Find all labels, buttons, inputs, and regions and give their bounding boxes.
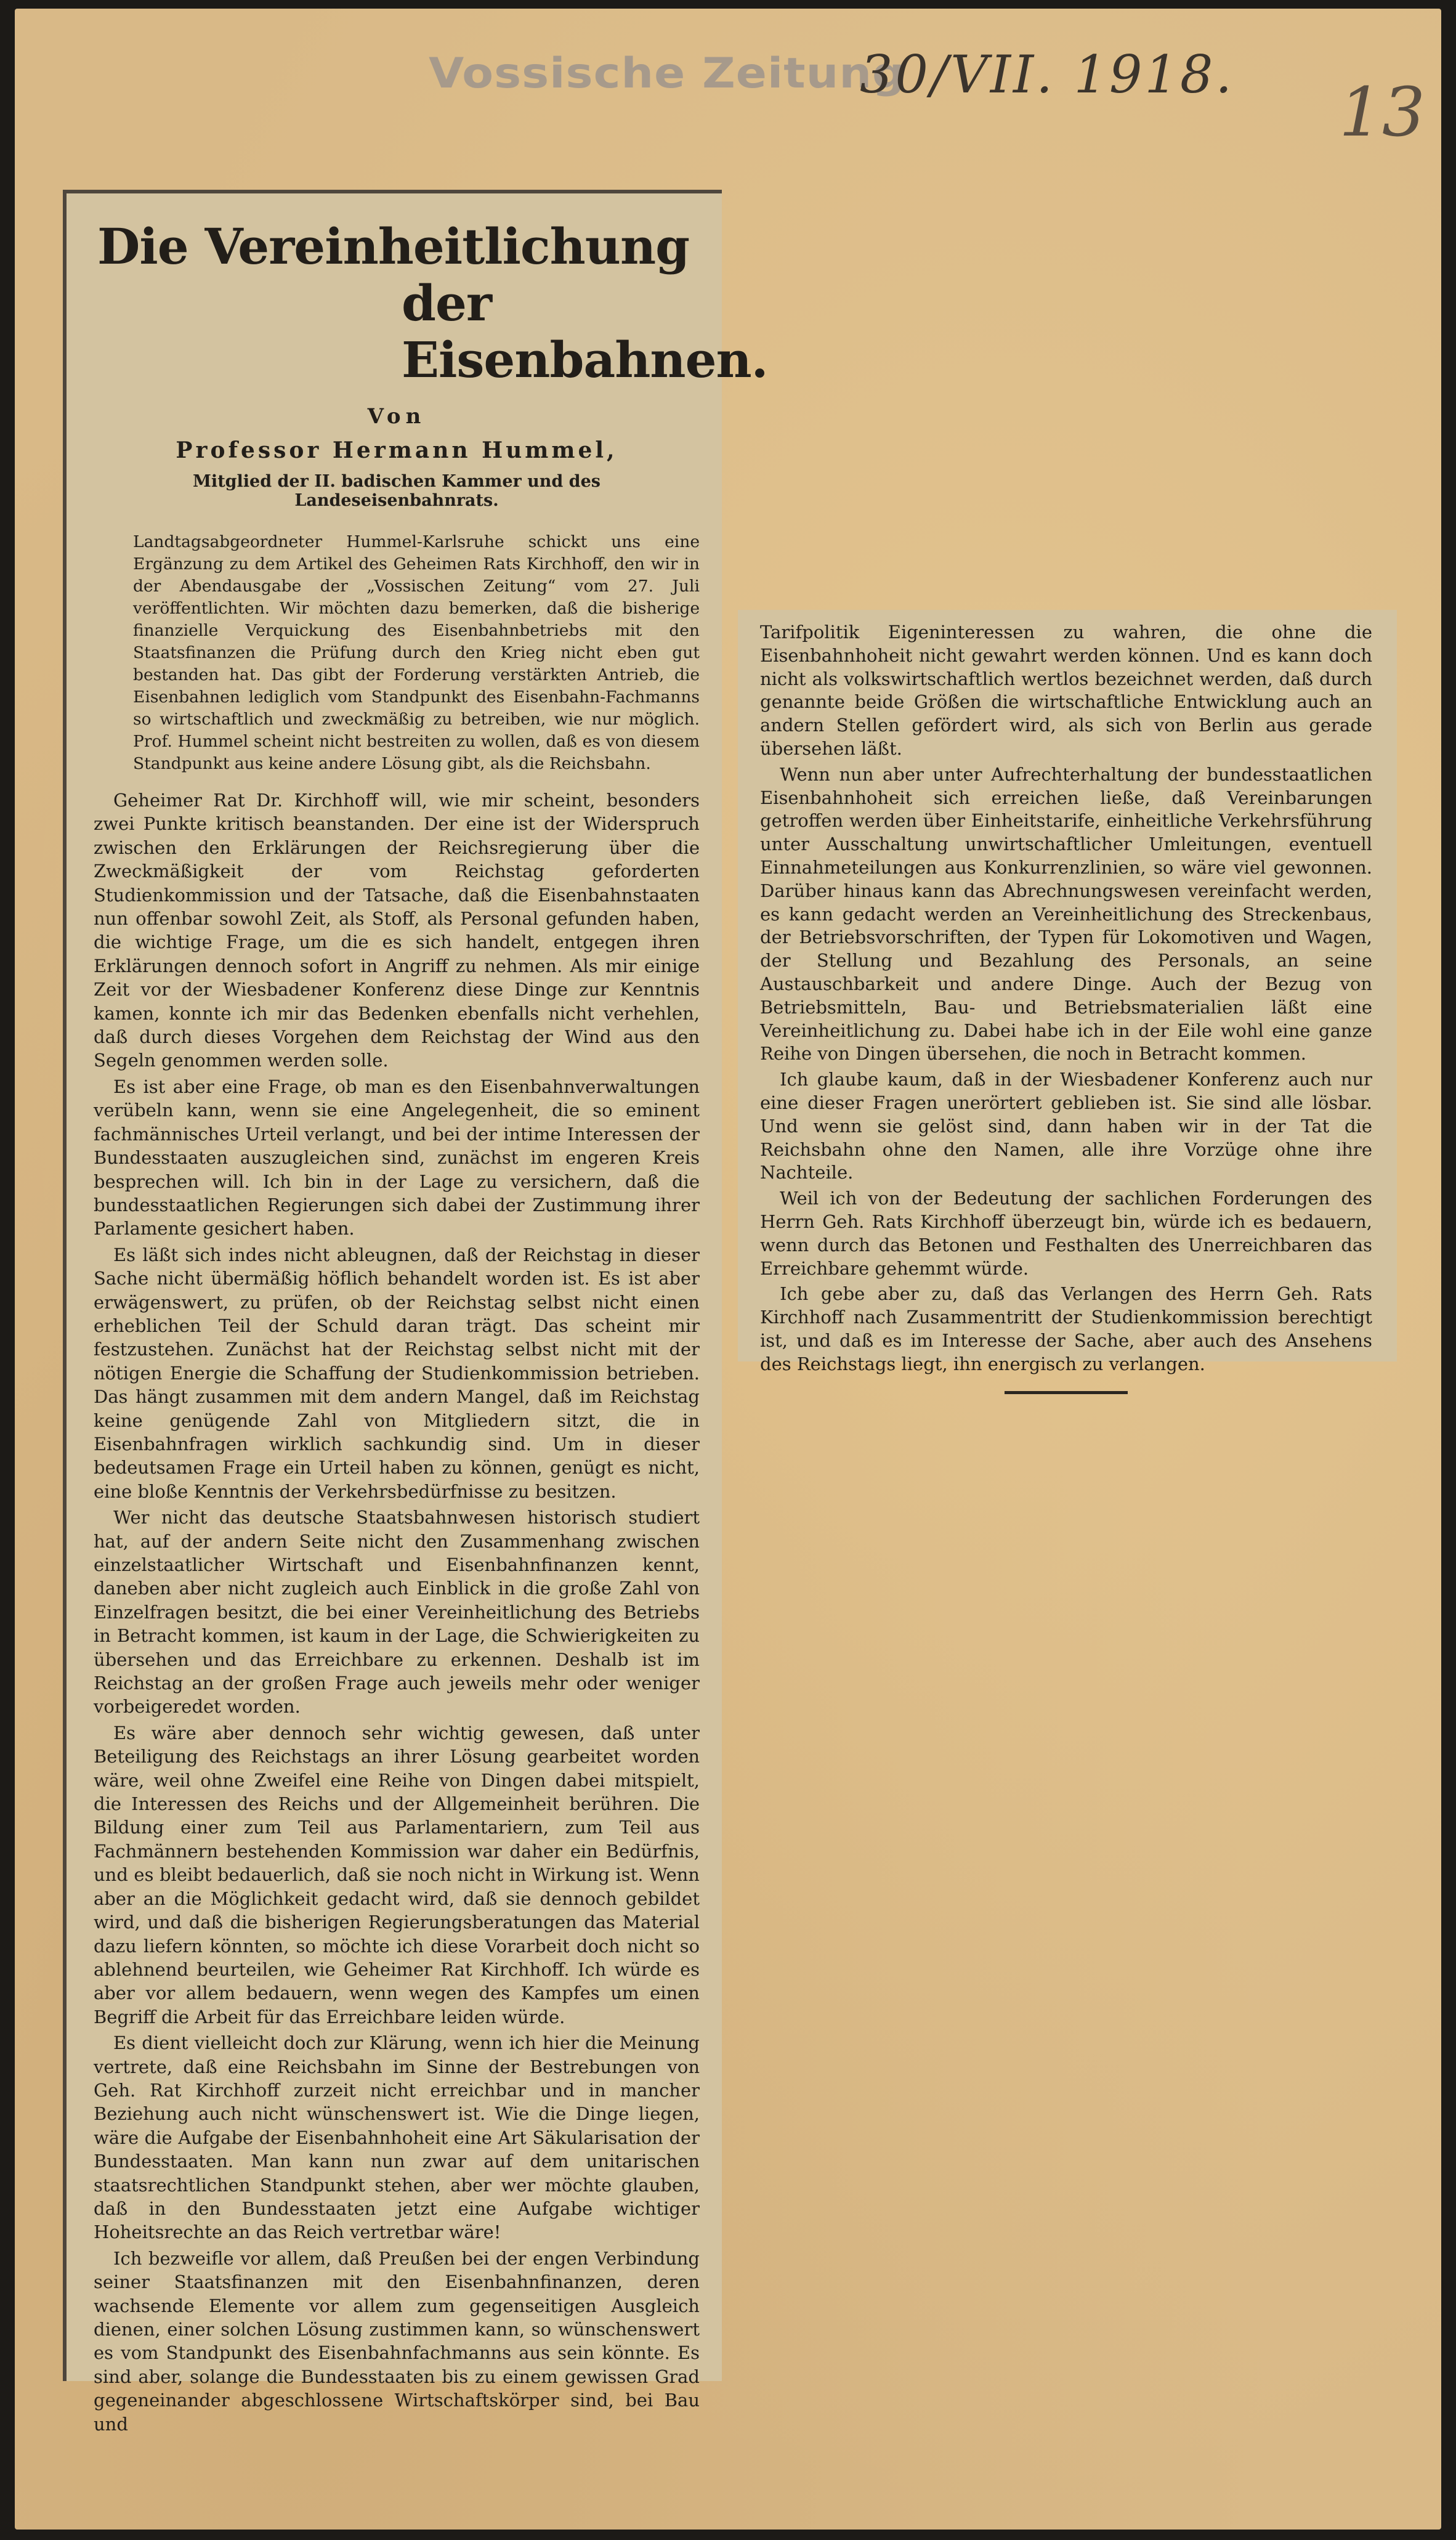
paragraph: Ich gebe aber zu, daß das Verlangen des Herrn Geh. Rats Kirchhoff nach Zusammentritt der Studienkommission berechtigt ist, und daß es im Interesse der Sache, aber auch des Ansehens des Reichstags liegt, ihn energisch zu verlangen. [760, 1283, 1372, 1374]
paragraph: Weil ich von der Bedeutung der sachlichen Forderungen des Herrn Geh. Rats Kirchhoff überzeugt bin, würde ich es bedauern, wenn durch das Betonen und Festhalten des Unerreichbaren das Erreichbare gehemmt würde. [760, 1188, 1372, 1279]
article-title-line2: der Eisenbahnen. [402, 274, 768, 389]
paragraph: Ich bezweifle vor allem, daß Preußen bei der engen Verbindung seiner Staatsfinanzen mit den Eisenbahnfinanzen, deren wachsende Elemente vor allem zum gegenseitigen Ausgleich dienen, einer solchen Lösung zustimmen kann, so wünschenswert es vom Standpunkt des Eisenbahnfachmanns aus sein könnte. Es sind aber, solange die Bundesstaaten bis zu einem gewissen Grad gegeneinander abgeschlossene Wirtschaftskörper sind, bei Bau und [94, 2247, 700, 2435]
handwritten-date: 30/VII. 1918. [860, 44, 1235, 105]
paragraph: Es ist aber eine Frage, ob man es den Eisenbahnverwaltungen verübeln kann, wenn sie eine Angelegenheit, die so eminent fachmännisches Urteil verlangt, und bei der intime Interessen der Bundesstaaten auszugleichen sind, zunächst im engeren Kreis besprechen will. Ich bin in der Lage zu versichern, daß die bundesstaatlichen Regierungen sich dabei der Zustimmung ihrer Parlamente gesichert haben. [94, 1076, 700, 1240]
editorial-intro: Landtagsabgeordneter Hummel-Karlsruhe schickt uns eine Ergänzung zu dem Artikel des Geheimen Rats Kirchhoff, den wir in der Abendausgabe der „Vossischen Zeitung“ vom 27. Juli veröffentlichten. Wir möchten dazu bemerken, daß die bisherige finanzielle Verquickung des Eisenbahnbetriebs mit den Staatsfinanzen die Prüfung durch den Krieg nicht eben gut bestanden hat. Das gibt der Forderung verstärkten Antrieb, die Eisenbahnen lediglich vom Standpunkt des Eisenbahn-Fachmanns so wirtschaftlich und zweckmäßig zu betreiben, wie nur möglich. Prof. Hummel scheint nicht bestreiten zu wollen, daß es von diesem Standpunkt aus keine andere Lösung gibt, als die Reichsbahn. [133, 532, 700, 773]
handwritten-number: 13 [1339, 73, 1425, 152]
newspaper-stamp: Vossische Zeitung [429, 49, 905, 98]
article-title-line1: Die Vereinheitlichung [97, 217, 690, 275]
clipping-right-column [738, 610, 1397, 1374]
paragraph: Ich glaube kaum, daß in der Wiesbadener Konferenz auch nur eine dieser Fragen unerörtert geblieben ist. Sie sind alle lösbar. Und wenn sie gelöst sind, dann haben wir in der Tat die Reichsbahn ohne den Namen, alle ihre Vorzüge ohne ihre Nachteile. [760, 1069, 1372, 1183]
byline: Von [367, 404, 426, 429]
end-rule [1005, 1391, 1128, 1394]
paragraph: Wer nicht das deutsche Staatsbahnwesen historisch studiert hat, auf der andern Seite nicht den Zusammenhang zwischen einzelstaatlicher Wirtschaft und Eisenbahnfinanzen kennt, daneben aber nicht zugleich auch Einblick in die große Zahl von Einzelfragen besitzt, die bei einer Vereinheitlichung des Betriebs in Betracht kommen, ist kaum in der Lage, die Schwierigkeiten zu übersehen und das Erreichbare zu erkennen. Deshalb ist im Reichstag an der großen Frage auch jeweils mehr oder weniger vorbeigeredet worden. [94, 1507, 700, 1718]
paragraph: Wenn nun aber unter Aufrechterhaltung der bundesstaatlichen Eisenbahnhoheit sich erreichen ließe, daß Vereinbarungen getroffen werden über Einheitstarife, einheitliche Verkehrsführung unter Ausschaltung unwirtschaftlicher Umleitungen, eventuell Einnahmeteilungen aus Konkurrenzlinien, so wäre viel gewonnen. Darüber hinaus kann das Abrechnungswesen vereinfacht werden, es kann gedacht werden an Vereinheitlichung des Streckenbaus, der Betriebsvorschriften, der Typen für Lokomotiven und Wagen, der Stellung und Bezahlung des Personals, an seine Austauschbarkeit und andere Dinge. Auch der Bezug von Betriebsmitteln, Bau- und Betriebsmaterialien läßt eine Vereinheitlichung zu. Dabei habe ich in der Eile wohl eine ganze Reihe von Dingen übersehen, die noch in Betracht kommen. [760, 763, 1372, 1065]
paragraph: Es dient vielleicht doch zur Klärung, wenn ich hier die Meinung vertrete, daß eine Reichsbahn im Sinne der Bestrebungen von Geh. Rat Kirchhoff zurzeit nicht erreichbar und in mancher Beziehung auch nicht wünschenswert ist. Wie die Dinge liegen, wäre die Aufgabe der Eisenbahnhoheit eine Art Säkularisation der Bundesstaaten. Man kann nun zwar auf dem unitarischen staatsrechtlichen Standpunkt stehen, aber wer möchte glauben, daß in den Bundesstaaten jetzt eine Aufgabe wichtiger Hoheitsrechte an das Reich vertretbar wäre! [94, 2032, 700, 2243]
paragraph: Geheimer Rat Dr. Kirchhoff will, wie mir scheint, besonders zwei Punkte kritisch beanstanden. Der eine ist der Widerspruch zwischen den Erklärungen der Reichsregierung über die Zweckmäßigkeit der vom Reichstag geforderten Studienkommission und der Tatsache, daß die Eisenbahnstaaten nun offenbar sowohl Zeit, als Stoff, als Personal gefunden haben, die wichtige Frage, um die es sich handelt, entgegen ihren Erklärungen dennoch sofort in Angriff zu nehmen. Als mir einige Zeit vor der Wiesbadener Konferenz diese Dinge zur Kenntnis kamen, konnte ich mir das Bedenken ebenfalls nicht verhehlen, daß durch dieses Vorgehen dem Reichstag der Wind aus den Segeln genommen werden solle. [94, 790, 700, 1071]
paragraph: Es läßt sich indes nicht ableugnen, daß der Reichstag in dieser Sache nicht übermäßig höflich behandelt worden ist. Es ist aber erwägenswert, zu prüfen, ob der Reichstag selbst nicht einen erheblichen Teil der Schuld daran trägt. Das scheint mir festzustehen. Zunächst hat der Reichstag selbst nicht mit der nötigen Energie die Schaffung der Studienkommission betrieben. Das hängt zusammen mit dem andern Mangel, daß im Reichstag keine genügende Zahl von Mitgliedern sitzt, die in Eisenbahnfragen wirklich sachkundig sind. Um in dieser bedeutsamen Frage ein Urteil haben zu können, genügt es nicht, eine bloße Kenntnis der Verkehrsbedürfnisse zu besitzen. [94, 1244, 700, 1502]
paragraph: Es wäre aber dennoch sehr wichtig gewesen, daß unter Beteiligung des Reichstags an ihrer Lösung gearbeitet worden wäre, weil ohne Zweifel eine Reihe von Dingen dabei mitspielt, die Interessen des Reichs und der Allgemeinheit berühren. Die Bildung einer zum Teil aus Parlamentariern, zum Teil aus Fachmännern bestehenden Kommission war daher ein Bedürfnis, und es bleibt bedauerlich, daß sie noch nicht in Wirkung ist. Wenn aber an die Möglichkeit gedacht wird, daß sie dennoch gebildet wird, und daß die bisherigen Regierungsberatungen das Material dazu liefern könnten, so möchte ich diese Vorarbeit doch nicht so ablehnend beurteilen, wie Geheimer Rat Kirchhoff. Ich würde es aber vor allem bedauern, wenn wegen des Kampfes um einen Begriff die Arbeit für das Erreichbare leiden würde. [94, 1722, 700, 2027]
author-name: Professor Hermann Hummel, [176, 437, 618, 463]
clipping-left-column [63, 190, 768, 2435]
author-affiliation: Mitglied der II. badischen Kammer und des Landeseisenbahnrats. [193, 472, 601, 510]
paragraph: Tarifpolitik Eigeninteressen zu wahren, die ohne die Eisenbahnhoheit nicht gewahrt werden können. Und es kann doch nicht als volkswirtschaftlich wertlos bezeichnet werden, daß durch genannte beide Größen die wirtschaftliche Entwicklung auch an andern Stellen gefördert wird, als sich von Berlin aus gerade übersehen läßt. [760, 622, 1372, 759]
